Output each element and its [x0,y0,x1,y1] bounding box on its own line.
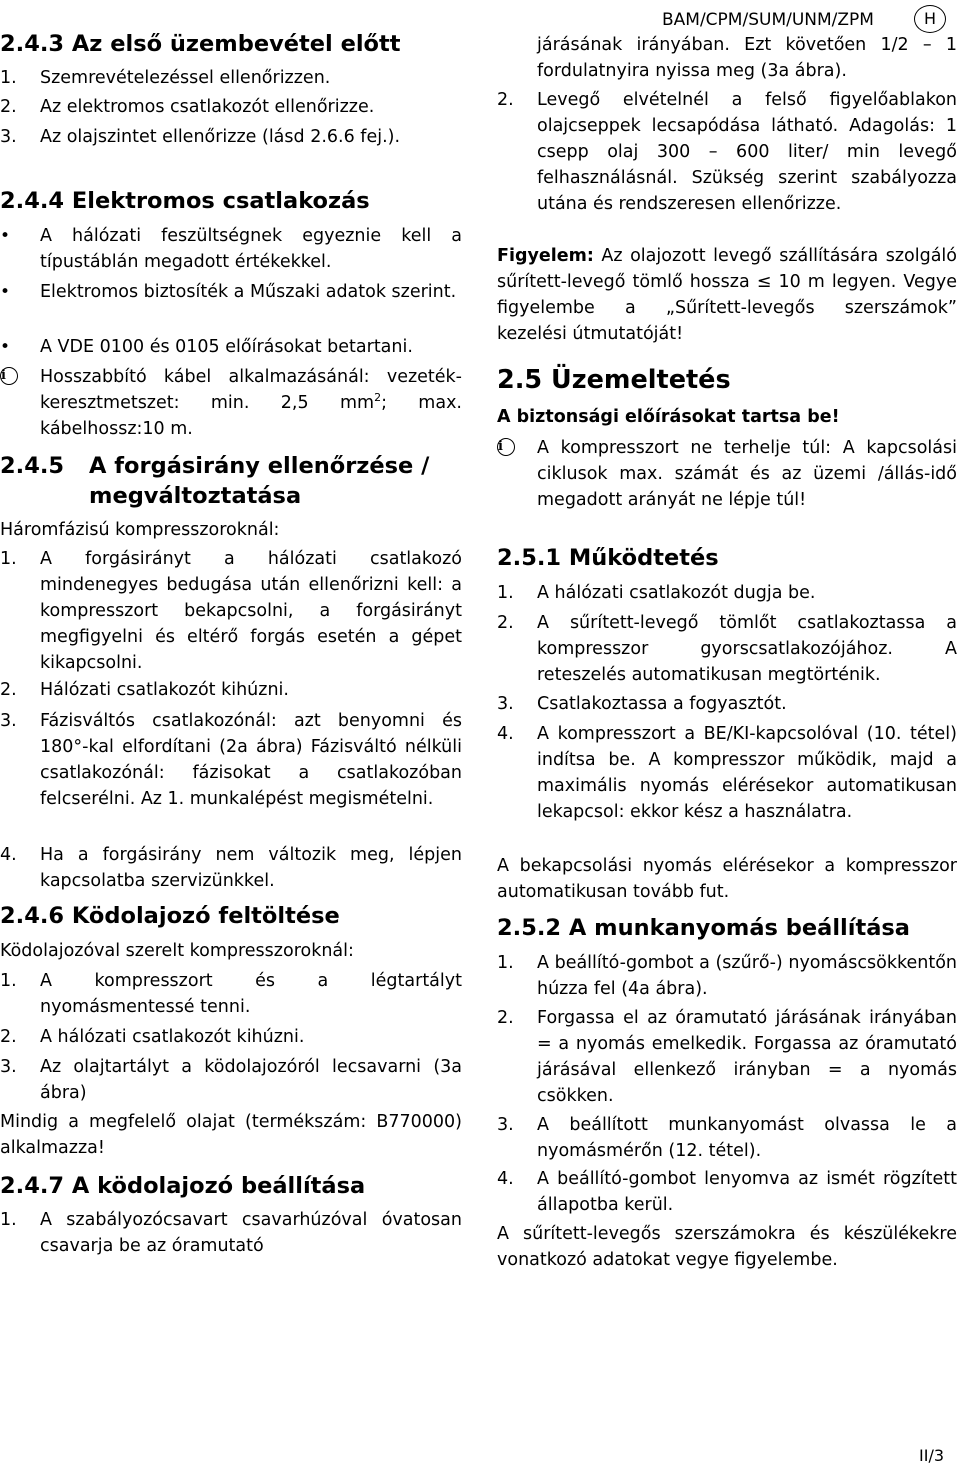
heading-2-5-1: 2.5.1 Működtetés [497,545,719,571]
bullet-item: • A hálózati feszültségnek egyeznie kell a típustáblán megadott értékekkel. [0,223,462,275]
page-header [660,4,960,32]
intro-text: Háromfázisú kompresszoroknál: [0,520,280,540]
list-item: 3. Csatlakoztassa a fogyasztót. [497,694,787,714]
safety-note: A biztonsági előírásokat tartsa be! [497,407,840,427]
list-item: 1. A beállító-gombot a (szűrő-) nyomáscsökkentőn húzza fel (4a ábra). [497,953,957,999]
bullet-item: • A VDE 0100 és 0105 előírásokat betartani. [0,334,462,360]
list-item: 2. Hálózati csatlakozót kihúzni. [0,680,289,700]
heading-2-5-2: 2.5.2 A munkanyomás beállítása [497,915,910,941]
after-text: A sűrített-levegős szerszámokra és készülékekre vonatkozó adatokat vegye figyelembe. [497,1224,957,1270]
language-badge: H [914,5,946,33]
list-item: 1. A hálózati csatlakozót dugja be. [497,583,816,603]
list-item: 1. A forgásirányt a hálózati csatlakozó mindenegyes bedugása után ellenőrizni kell: a kompresszort bekapcsolni, a forgásirányt megfigyelni és eltérő forgás esetén a gépet kikapcsolni. [0,549,462,673]
list-item: 2. Forgassa el az óramutató járásának irányában = a nyomás emelkedik. Forgassa az óramutató járásával ellenkező irányban = a nyomás csökken. [497,1008,957,1106]
heading-2-4-7: 2.4.7 A ködolajozó beállítása [0,1173,366,1199]
list-item: 1. A kompresszort és a légtartályt nyomásmentessé tenni. [0,971,462,1017]
heading-2-4-4: 2.4.4 Elektromos csatlakozás [0,188,370,214]
list-item: 1. Szemrevételezéssel ellenőrizzen. [0,68,331,88]
oil-note: Mindig a megfelelő olajat (termékszám: B770000) alkalmazza! [0,1112,462,1158]
info-icon: i [0,367,18,385]
list-item: 3. Fázisváltós csatlakozónál: azt benyomni és 180°-kal elfordítani (2a ábra) Fázisváltó nélküli csatlakozónál: fázisokat a csatlakozóban felcserélni. Az 1. munkalépést megismételni. [0,711,462,809]
list-item: 2. A sűrített-levegő tömlőt csatlakoztassa a kompresszor gyorscsatlakozójához. A reteszelés automatikusan megtörténik. [497,613,957,685]
list-item: 3. A beállított munkanyomást olvassa le a nyomásmérőn (12. tétel). [497,1115,957,1161]
bullet-icon: • [0,226,11,246]
page-number: II/3 [919,1446,945,1465]
continued-text: járásának irányában. Ezt követően 1/2 – 1 fordulatnyira nyissa meg (3a ábra). [537,35,957,81]
list-item: 4. A kompresszort a BE/KI-kapcsolóval (10. tétel) indítsa be. A kompresszor működik, majd a maximális nyomás elérésekor automatikusan lekapcsol: ekkor kész a használatra. [497,724,957,822]
list-item: 3. Az olajszintet ellenőrizze (lásd 2.6.6 fej.). [0,127,401,147]
info-note: i A kompresszort ne terhelje túl: A kapcsolási ciklusok max. számát és az üzemi /állás-idő megadott arányát ne lépje túl! [498,438,957,510]
heading-2-5: 2.5 Üzemeltetés [497,365,731,395]
info-icon: i [497,438,515,456]
heading-2-4-3: 2.4.3 Az első üzembevétel előtt [0,31,401,57]
list-item: 2. Az elektromos csatlakozót ellenőrizze. [0,97,375,117]
list-item: 2. A hálózati csatlakozót kihúzni. [0,1027,305,1047]
list-item: 2. Levegő elvételnél a felső figyelőablakon olajcseppek lecsapódása látható. Adagolás: 1 csepp olaj 300 – 600 liter/ min levegő felhasználásnál. Szükség szerint szabályozza utána és rendszeresen ellenőrizze. [497,90,957,214]
heading-2-4-6: 2.4.6 Ködolajozó feltöltése [0,903,340,929]
list-item: 4. A beállító-gombot lenyomva az ismét rögzített állapotba kerül. [497,1169,957,1215]
bullet-icon: • [0,282,11,302]
list-item: 1. A szabályozócsavart csavarhúzóval óvatosan csavarja be az óramutató [0,1210,462,1256]
model-codes: BAM/CPM/SUM/UNM/ZPM [662,10,874,30]
after-text: A bekapcsolási nyomás elérésekor a kompresszor automatikusan tovább fut. [497,856,957,902]
bullet-icon: • [0,337,11,357]
warning-note: Figyelem: Az olajozott levegő szállítására szolgáló sűrített-levegő tömlő hossza ≤ 10 m legyen. Vegye figyelembe a „Sűrített-levegős szerszámok” kezelési útmutatóját! [497,246,957,344]
heading-2-4-5: 2.4.5 A forgásirány ellenőrzése / megváltoztatása [0,453,430,509]
less-equal-symbol: ≤ [756,272,772,292]
intro-text: Ködolajozóval szerelt kompresszoroknál: [0,941,354,961]
list-item: 3. Az olajtartályt a ködolajozóról lecsavarni (3a ábra) [0,1057,462,1103]
info-note: i Hosszabbító kábel alkalmazásánál: vezeték-keresztmetszet: min. 2,5 $mm^2$; max. kábelhossz:10 m. [1,367,462,439]
list-item: 4. Ha a forgásirány nem változik meg, lépjen kapcsolatba szervizünkkel. [0,845,462,891]
bullet-item: • Elektromos biztosíték a Műszaki adatok szerint. [0,279,462,305]
